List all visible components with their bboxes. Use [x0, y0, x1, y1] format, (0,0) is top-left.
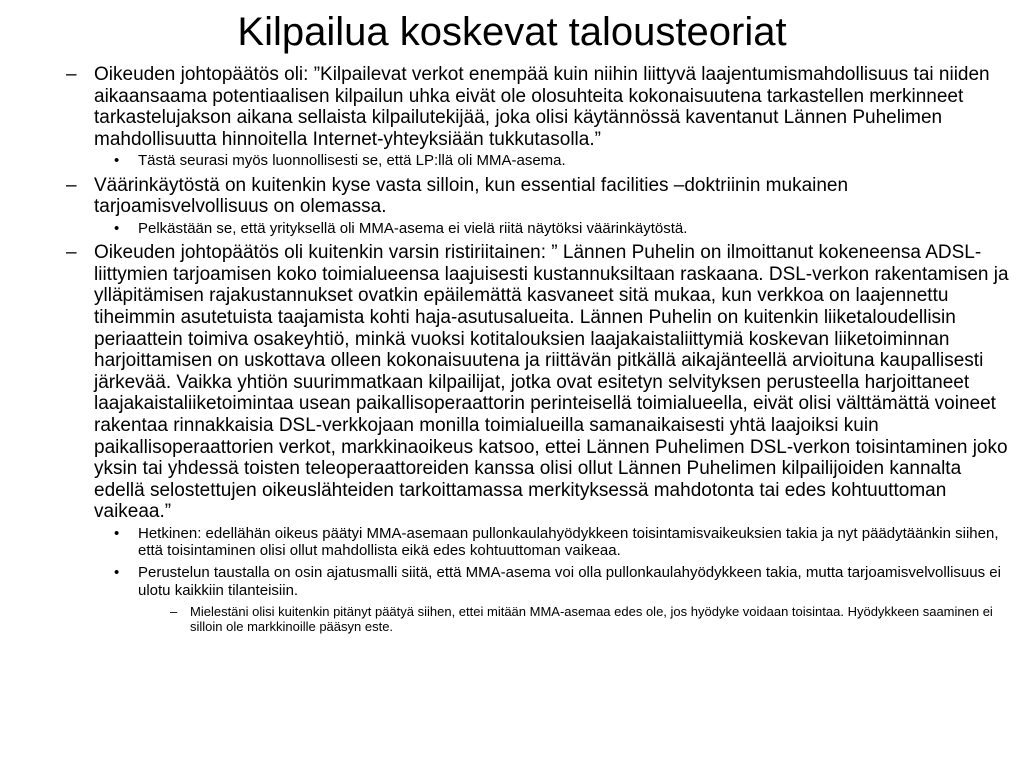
bullet-marker: •	[114, 152, 120, 170]
slide-title: Kilpailua koskevat talousteoriat	[237, 10, 787, 54]
sub-sub-item-1	[0, 604, 1024, 634]
sub-item-1	[0, 152, 1024, 169]
list-item-text: Oikeuden johtopäätös oli: ”Kilpailevat verkot enempää kuin niihin liittyvä laajentumismahdollisuus tai niiden aikaansaama potentiaalisen kilpailun uhka eivät ole olosuhteita kokonaisuutena tarkastellen merkinneet tarkastelujakson aikana sellaista kilpailutekijää, joka olisi käytännössä kaventanut Lännen Puhelimen mahdollisuutta hinnoitella Internet-yhteyksiään tukkutasolla.”	[94, 64, 990, 150]
dash-marker: –	[66, 174, 77, 196]
bullet-marker: •	[114, 564, 120, 582]
slide-body	[0, 64, 1024, 634]
list-item-1	[0, 64, 1024, 150]
sub-sub-item-text: Mielestäni olisi kuitenkin pitänyt päätyä siihen, ettei mitään MMA-asemaa edes ole, jos hyödyke voidaan toisintaa. Hyödykkeen saaminen ei silloin ole markkinoille pääsyn este.	[190, 604, 993, 635]
list-item-text: Oikeuden johtopäätös oli kuitenkin varsin ristiriitainen: ” Lännen Puhelin on ilmoittanut kokeneensa ADSL-liittymien tarjoamisen koko toimialueensa laajuisesti kustannuksiltaan raskaana. DSL-verkon rakentamisen ja ylläpitämisen rajakustannukset ovatkin epäilemättä kasvaneet sitä mukaa, kun verkkoa on laajennettu tiheimmin asutetuista taajamista kohti haja-asutusalueita. Lännen Puhelin on kuitenkin liiketaloudellisin periaattein toimiva osakeyhtiö, minkä vuoksi kotitalouksien laajakaistaliittymiä koskevan liiketoiminnan harjoittamisen on uskottava olleen kokonaisuutena ja riittävän pitkällä aikajänteellä arvioituna kaupallisesti järkevää. Vaikka yhtiön suurimmatkaan kilpailijat, jotka ovat esitetyn selvityksen perusteella harjoittaneet laajakaistaliiketoimintaa usean paikallisoperaattorin perinteisellä toimialueella, eivät olisi välttämättä voineet rakentaa rinnakkaisia DSL-verkkojaan monilla toimialueilla samanaikaisesti yhtä laajoiksi kuin paikallisoperaattorien verkot, markkinaoikeus katsoo, ettei Lännen Puhelimen DSL-verkon toisintaminen joko yksin tai yhdessä toisten teleoperaattoreiden kanssa olisi ollut Lännen Puhelimen kilpailijoiden kannalta edellä selostettujen oikeuslähteiden tarkoittamassa merkityksessä mahdotonta tai edes kohtuuttoman vaikeaa.”	[94, 242, 1009, 523]
list-item-3	[0, 242, 1024, 523]
sub-item-2	[0, 220, 1024, 237]
bullet-marker: •	[114, 219, 120, 237]
list-item-2	[0, 175, 1024, 218]
bullet-marker: •	[114, 524, 120, 542]
sub-item-text: Pelkästään se, että yrityksellä oli MMA-asema ei vielä riitä näytöksi väärinkäytöstä.	[138, 219, 688, 237]
dash-marker: –	[170, 604, 178, 620]
sub-item-text: Tästä seurasi myös luonnollisesti se, että LP:llä oli MMA-asema.	[138, 152, 566, 170]
sub-item-4	[0, 564, 1024, 599]
dash-marker: –	[66, 242, 77, 264]
sub-item-3	[0, 525, 1024, 560]
sub-item-text: Perustelun taustalla on osin ajatusmalli siitä, että MMA-asema voi olla pullonkaulahyödykkeen takia, mutta tarjoamisvelvollisuus ei ulotu kaikkiin tilanteisiin.	[138, 564, 1001, 599]
sub-item-text: Hetkinen: edellähän oikeus päätyi MMA-asemaan pullonkaulahyödykkeen toisintamisvaikeuksien takia ja nyt päädytäänkin siihen, että toisintaminen olisi ollut mahdollista eikä edes kohtuuttoman vaikeaa.	[138, 524, 999, 560]
list-item-text: Väärinkäytöstä on kuitenkin kyse vasta silloin, kun essential facilities –doktriinin mukainen tarjoamisvelvollisuus on olemassa.	[94, 174, 849, 218]
dash-marker: –	[66, 64, 77, 85]
